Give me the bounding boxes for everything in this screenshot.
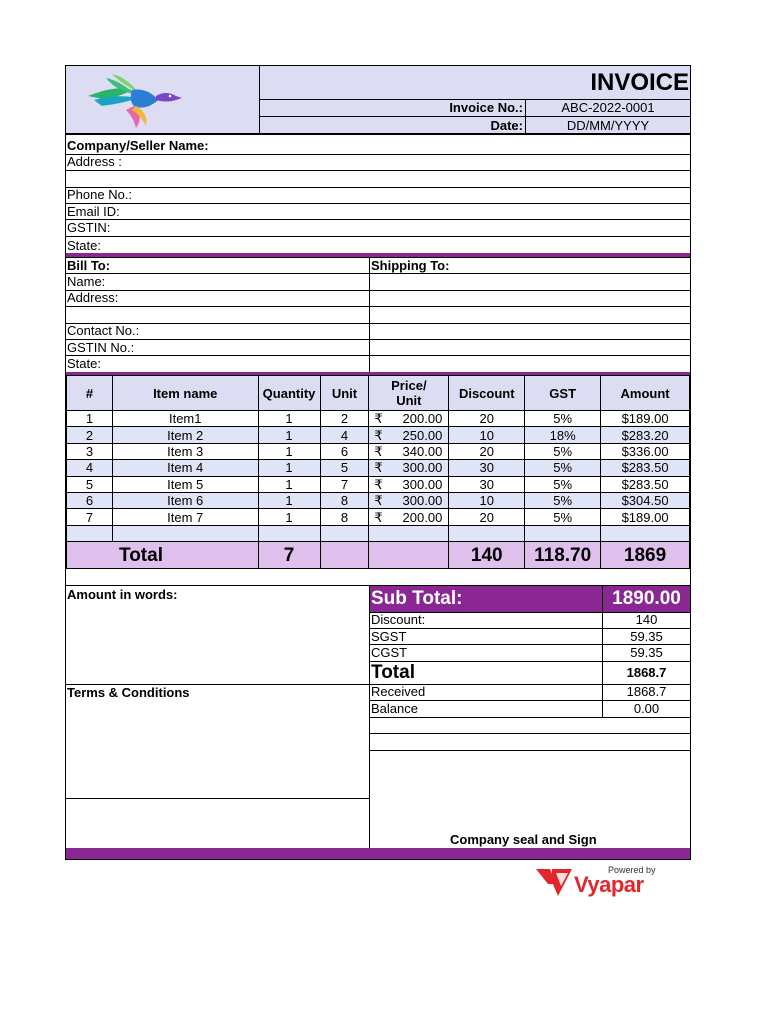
items-total-gst: 118.70 xyxy=(525,542,601,569)
row-price xyxy=(369,492,449,508)
row-number: 4 xyxy=(67,460,113,476)
balance-value: 0.00 xyxy=(633,701,660,716)
row-unit: 4 xyxy=(320,427,369,443)
row-amount: $189.00 xyxy=(601,411,690,427)
row-amount: $283.20 xyxy=(601,427,690,443)
row-unit: 6 xyxy=(320,443,369,459)
table-row-empty xyxy=(67,525,690,541)
logo-cell xyxy=(66,66,259,133)
sgst-label: SGST xyxy=(371,629,407,644)
bill-contact-label: Contact No.: xyxy=(67,323,140,338)
received-value: 1868.7 xyxy=(626,684,667,699)
price-value: 200.00 xyxy=(402,411,443,427)
row-item-name: Item 4 xyxy=(112,460,258,476)
row-quantity: 1 xyxy=(258,443,320,459)
row-gst: 5% xyxy=(525,476,601,492)
row-amount: $189.00 xyxy=(601,509,690,525)
col-header-item-name: Item name xyxy=(112,376,258,411)
row-number: 3 xyxy=(67,443,113,459)
table-row xyxy=(67,443,690,459)
col-header-number: # xyxy=(67,376,113,411)
row-price xyxy=(369,476,449,492)
row-number: 5 xyxy=(67,476,113,492)
row-discount: 30 xyxy=(449,460,525,476)
row-gst: 18% xyxy=(525,427,601,443)
price-value: 300.00 xyxy=(402,460,443,476)
seller-email-label: Email ID: xyxy=(67,204,120,219)
rupee-symbol: ₹ xyxy=(374,493,383,509)
seller-phone-label: Phone No.: xyxy=(67,187,133,202)
row-gst: 5% xyxy=(525,411,601,427)
row-amount: $283.50 xyxy=(601,476,690,492)
seller-gstin-label: GSTIN: xyxy=(67,220,111,235)
company-seal-label: Company seal and Sign xyxy=(450,832,597,847)
received-label: Received xyxy=(371,684,426,699)
row-number: 7 xyxy=(67,509,113,525)
subtotal-label: Sub Total: xyxy=(371,588,463,609)
vyapar-brand xyxy=(534,864,668,898)
invoice-no-value: ABC-2022-0001 xyxy=(561,100,655,115)
row-quantity: 1 xyxy=(258,509,320,525)
row-discount: 20 xyxy=(449,411,525,427)
sgst-value: 59.35 xyxy=(630,629,663,644)
subtotal-value: 1890.00 xyxy=(612,588,681,609)
row-amount: $283.50 xyxy=(601,460,690,476)
price-value: 250.00 xyxy=(402,427,443,443)
row-discount: 20 xyxy=(449,509,525,525)
rupee-symbol: ₹ xyxy=(374,427,383,443)
items-total-discount: 140 xyxy=(449,542,525,569)
row-price xyxy=(369,411,449,427)
bill-name-label: Name: xyxy=(67,274,106,289)
price-value: 200.00 xyxy=(402,509,443,525)
row-number: 6 xyxy=(67,492,113,508)
row-price xyxy=(369,427,449,443)
row-item-name: Item 6 xyxy=(112,492,258,508)
bill-gstin-label: GSTIN No.: xyxy=(67,340,135,355)
row-amount: $336.00 xyxy=(601,443,690,459)
row-gst: 5% xyxy=(525,492,601,508)
rupee-symbol: ₹ xyxy=(374,476,383,492)
cgst-label: CGST xyxy=(371,645,408,660)
row-price xyxy=(369,460,449,476)
row-discount: 10 xyxy=(449,492,525,508)
bill-state-label: State: xyxy=(67,356,101,371)
row-unit: 7 xyxy=(320,476,369,492)
date-value: DD/MM/YYYY xyxy=(566,118,650,133)
summary-total-value: 1868.7 xyxy=(626,665,667,680)
row-item-name: Item 2 xyxy=(112,427,258,443)
row-price xyxy=(369,443,449,459)
discount-value: 140 xyxy=(635,612,658,627)
rupee-symbol: ₹ xyxy=(374,460,383,476)
rupee-symbol: ₹ xyxy=(374,443,383,459)
col-header-quantity: Quantity xyxy=(258,376,320,411)
col-header-amount: Amount xyxy=(601,376,690,411)
row-quantity: 1 xyxy=(258,476,320,492)
items-table xyxy=(66,375,690,569)
table-row xyxy=(67,427,690,443)
row-quantity: 1 xyxy=(258,427,320,443)
footer-bar xyxy=(66,848,690,859)
row-item-name: Item 3 xyxy=(112,443,258,459)
row-unit: 8 xyxy=(320,492,369,508)
row-quantity: 1 xyxy=(258,460,320,476)
row-unit: 2 xyxy=(320,411,369,427)
col-header-price: Price/ Unit xyxy=(369,376,449,411)
bird-logo-icon xyxy=(86,70,186,132)
row-quantity: 1 xyxy=(258,492,320,508)
row-unit: 8 xyxy=(320,509,369,525)
row-amount: $304.50 xyxy=(601,492,690,508)
bill-to-heading: Bill To: xyxy=(67,258,111,273)
row-item-name: Item1 xyxy=(112,411,258,427)
totals-row xyxy=(67,542,690,569)
bill-address-label: Address: xyxy=(67,290,119,305)
row-number: 1 xyxy=(67,411,113,427)
row-number: 2 xyxy=(67,427,113,443)
row-discount: 10 xyxy=(449,427,525,443)
row-unit: 5 xyxy=(320,460,369,476)
table-row xyxy=(67,509,690,525)
row-quantity: 1 xyxy=(258,411,320,427)
amount-in-words-label: Amount in words: xyxy=(67,587,178,602)
invoice-no-label: Invoice No.: xyxy=(449,100,523,115)
rupee-symbol: ₹ xyxy=(374,509,383,525)
row-gst: 5% xyxy=(525,460,601,476)
row-gst: 5% xyxy=(525,509,601,525)
price-value: 300.00 xyxy=(402,476,443,492)
col-header-discount: Discount xyxy=(449,376,525,411)
row-item-name: Item 7 xyxy=(112,509,258,525)
items-total-amount: 1869 xyxy=(601,542,690,569)
seller-address-label: Address : xyxy=(67,154,122,169)
seller-state-label: State: xyxy=(67,238,101,253)
table-row xyxy=(67,492,690,508)
col-header-unit: Unit xyxy=(320,376,369,411)
vyapar-wordmark: Vyapar xyxy=(574,872,644,897)
price-value: 340.00 xyxy=(402,443,443,459)
powered-by-label: Powered by xyxy=(608,865,656,875)
row-price xyxy=(369,509,449,525)
rupee-symbol: ₹ xyxy=(374,411,383,427)
items-total-qty: 7 xyxy=(258,542,320,569)
balance-label: Balance xyxy=(371,701,418,716)
summary-total-label: Total xyxy=(371,662,415,683)
col-header-gst: GST xyxy=(525,376,601,411)
seller-heading: Company/Seller Name: xyxy=(67,138,209,153)
shipping-to-heading: Shipping To: xyxy=(371,258,450,273)
items-total-label: Total xyxy=(67,542,259,569)
invoice-title: INVOICE xyxy=(590,69,689,96)
row-item-name: Item 5 xyxy=(112,476,258,492)
row-discount: 20 xyxy=(449,443,525,459)
table-row xyxy=(67,411,690,427)
table-row xyxy=(67,476,690,492)
row-gst: 5% xyxy=(525,443,601,459)
discount-label: Discount: xyxy=(371,612,426,627)
vyapar-logo-icon xyxy=(534,866,574,898)
cgst-value: 59.35 xyxy=(630,645,663,660)
terms-label: Terms & Conditions xyxy=(67,685,190,700)
invoice-sheet xyxy=(65,65,691,860)
price-value: 300.00 xyxy=(402,493,443,509)
date-label: Date: xyxy=(490,118,523,133)
row-discount: 30 xyxy=(449,476,525,492)
table-row xyxy=(67,460,690,476)
